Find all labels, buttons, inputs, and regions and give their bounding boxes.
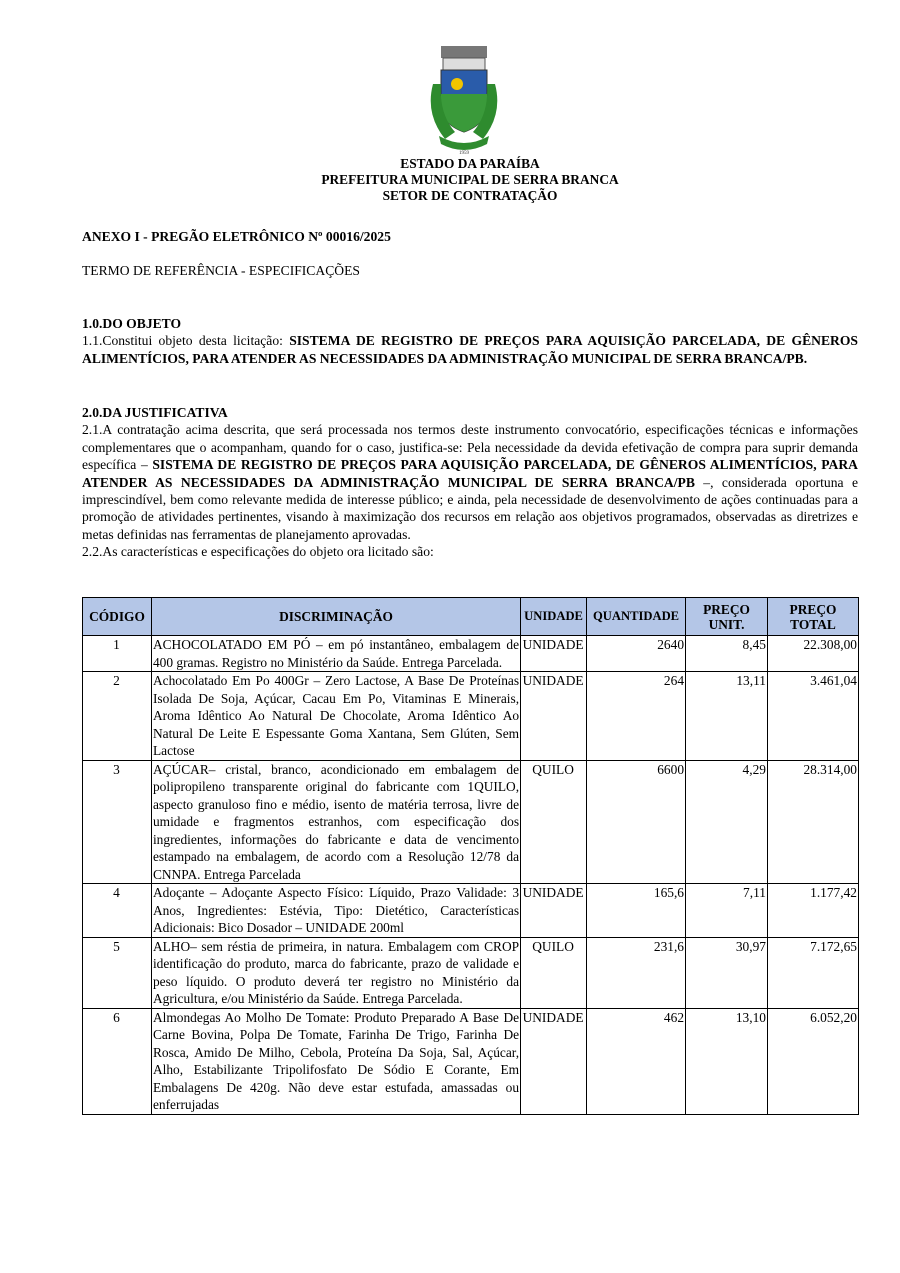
item-quantity: 231,6 [587, 937, 686, 1008]
just-b: SISTEMA DE REGISTRO DE PREÇOS PARA AQUISIÇÃO PARCELADA, DE GÊNEROS ALIMENTÍCIOS, PARA ATENDER AS NECESSIDADES DA ADMINISTRAÇÃO MUNICIPAL DE SERRA BRANCA/PB [82, 457, 858, 490]
item-total-price: 6.052,20 [767, 1008, 858, 1114]
item-total-price: 7.172,65 [767, 937, 858, 1008]
item-description: AÇÚCAR– cristal, branco, acondicionado em embalagem de polipropileno transparente original do fabricante com 1QUILO, aspecto granuloso fino e médio, isento de matéria terrosa, livre de umidade e fragmentos estranhos, com especificação dos ingredientes, informações do fabricante e data de vencimento estampado na embalagem, de acordo com a Resolução 12/78 da CNNPA. Entrega Parcelada [152, 761, 520, 882]
col-unit-price: PREÇO UNIT. [686, 598, 768, 636]
item-code: 2 [83, 672, 152, 761]
item-unit-price: 30,97 [686, 937, 768, 1008]
items-table [82, 597, 859, 1115]
col-quantity: QUANTIDADE [587, 598, 686, 636]
municipal-coat-of-arms-logo [425, 44, 503, 156]
item-description: Adoçante – Adoçante Aspecto Físico: Líquido, Prazo Validade: 3 Anos, Ingredientes: Estévia, Tipo: Dietético, Características Adicionais: Bico Dosador – UNIDADE 200ml [152, 885, 520, 935]
col-unit: UNIDADE [521, 598, 587, 636]
document-header [0, 156, 900, 204]
table-header-row [83, 598, 859, 636]
section-object-heading: 1.0.DO OBJETO [82, 316, 182, 331]
item-description: ALHO– sem réstia de primeira, in natura. Embalagem com CROP identificação do produto, marca do fabricante, prazo de validade e peso líquido. O produto deverá ter registro no Ministério da Agricultura, e/ou Ministério da Saúde. Entrega Parcelada. [152, 938, 520, 1006]
section-justification [82, 404, 858, 561]
just-a: 2.1.A contratação acima descrita, que será processada nos termos deste instrumento convocatório, especificações técnicas e informações complementares que o acompanham, quando for o caso, justifica-se: Pela necessidade da devida efetivação de compra para suprir demanda específica – [82, 422, 858, 473]
item-total-price: 3.461,04 [767, 672, 858, 761]
table-row [83, 760, 859, 884]
object-bold: SISTEMA DE REGISTRO DE PREÇOS PARA AQUISIÇÃO PARCELADA, DE GÊNEROS ALIMENTÍCIOS, PARA ATENDER AS NECESSIDADES DA ADMINISTRAÇÃO MUNICIPAL DE SERRA BRANCA/PB. [82, 333, 858, 366]
item-description: Almondegas Ao Molho De Tomate: Produto Preparado A Base De Carne Bovina, Polpa De Tomate, Farinha De Trigo, Farinha De Rosca, Amido De Milho, Cebola, Proteína Da Soja, Sal, Açúcar, Alho, Estabilizante Tripolifosfato De Sódio E Corante, Em Embalagens De 420g. Não deve estar estufada, amassadas ou enferrujadas [152, 1009, 520, 1112]
item-total-price: 22.308,00 [767, 636, 858, 672]
justification-items-intro: 2.2.As características e especificações do objeto ora licitado são: [82, 544, 434, 560]
table-row [83, 672, 859, 761]
section-object [82, 315, 858, 367]
item-quantity: 2640 [587, 636, 686, 672]
item-description: Achocolatado Em Po 400Gr – Zero Lactose, A Base De Proteínas Isolada De Soja, Açúcar, Cacau Em Po, Vitaminas E Minerais, Aroma Idêntico Ao Natural De Chocolate, Aroma Idêntico Ao Natural De Leite E Espessante Goma Xantana, Sem Glúten, Sem Lactose [152, 673, 520, 758]
justification-paragraph [82, 421, 858, 543]
just-c: –, considerada oportuna e imprescindível, bem como relevante medida de interesse público; e ainda, pela necessidade de desenvolvimento de ações continuadas para a promoção de atividades pertinentes, visando à maximização dos recursos em relação aos objetivos programados, observadas as diretrizes e metas definidas nas ferramentas de planejamento aprovadas. [82, 474, 858, 542]
item-code: 1 [83, 636, 152, 672]
annex-title: ANEXO I - PREGÃO ELETRÔNICO Nº 00016/2025 [82, 229, 391, 244]
item-quantity: 462 [587, 1008, 686, 1114]
item-unit: UNIDADE [521, 672, 587, 761]
col-description: DISCRIMINAÇÃO [151, 598, 520, 636]
item-unit-price: 13,11 [686, 672, 768, 761]
item-quantity: 264 [587, 672, 686, 761]
item-total-price: 28.314,00 [767, 760, 858, 884]
table-row [83, 1008, 859, 1114]
item-description: ACHOCOLATADO EM PÓ – em pó instantâneo, embalagem de 400 gramas. Registro no Ministério da Saúde. Entrega Parcelada. [152, 637, 520, 670]
item-unit: QUILO [521, 760, 587, 884]
item-code: 4 [83, 884, 152, 938]
item-quantity: 165,6 [587, 884, 686, 938]
item-code: 3 [83, 760, 152, 884]
subtitle: TERMO DE REFERÊNCIA - ESPECIFICAÇÕES [82, 263, 360, 278]
col-total-price: PREÇO TOTAL [767, 598, 858, 636]
item-unit: UNIDADE [521, 636, 587, 672]
item-code: 5 [83, 937, 152, 1008]
item-unit-price: 7,11 [686, 884, 768, 938]
table-row [83, 884, 859, 938]
item-quantity: 6600 [587, 760, 686, 884]
table-row [83, 937, 859, 1008]
item-unit: UNIDADE [521, 1008, 587, 1114]
header-city: PREFEITURA MUNICIPAL DE SERRA BRANCA [321, 172, 619, 187]
section-justification-heading: 2.0.DA JUSTIFICATIVA [82, 405, 228, 420]
item-unit: QUILO [521, 937, 587, 1008]
item-code: 6 [83, 1008, 152, 1114]
table-row [83, 636, 859, 672]
item-total-price: 1.177,42 [767, 884, 858, 938]
item-unit-price: 8,45 [686, 636, 768, 672]
header-sector: SETOR DE CONTRATAÇÃO [382, 188, 558, 203]
header-state: ESTADO DA PARAÍBA [400, 156, 540, 171]
item-unit-price: 13,10 [686, 1008, 768, 1114]
object-lead: 1.1.Constitui objeto desta licitação: [82, 333, 290, 349]
item-unit: UNIDADE [521, 884, 587, 938]
col-code: CÓDIGO [83, 598, 152, 636]
item-unit-price: 4,29 [686, 760, 768, 884]
section-object-text [82, 332, 858, 367]
svg-text:1959: 1959 [459, 151, 469, 156]
